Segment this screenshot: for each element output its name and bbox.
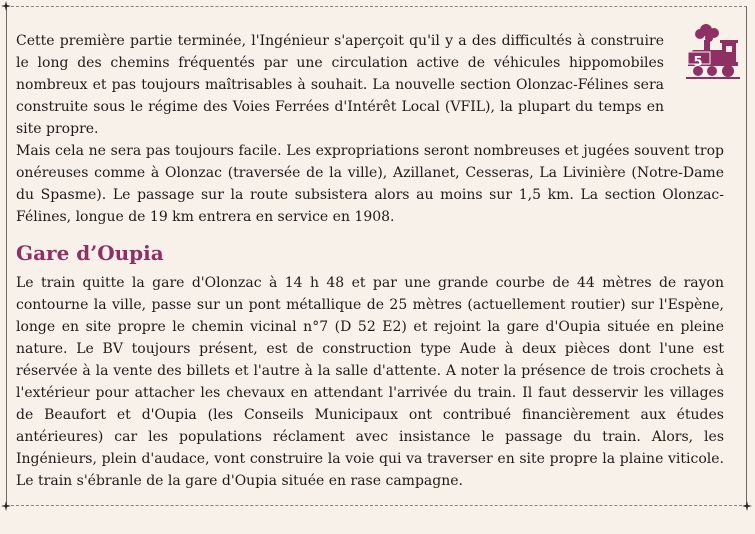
page-number: 5: [693, 55, 703, 70]
section-heading: Gare d’Oupia: [16, 241, 164, 265]
section-paragraph: Le train quitte la gare d'Olonzac à 14 h 48 et par une grande courbe de 44 mètres de rayon contourne la ville, passe sur un pont métallique de 25 mètres (actuellement routier) sur l'Espène, longe en site propre le chemin vicinal n°7 (D 52 E2) et rejoint la gare d'Oupia située en pleine nature. Le BV toujours présent, est de construction type Aude à deux pièces dont l'une est réservée à la vente des billets et l'autre à la salle d'attente. A noter la présence de trois crochets à l'extérieur pour attacher les chevaux en attendant l'arrivée du train. Il faut desservir les villages de Beaufort et d'Oupia (les Conseils Municipaux ont contribué financièrement aux études antérieures) car les populations réclament avec insistance le passage du train. Alors, les Ingénieurs, plein d'audace, vont construire la voie qui va traverser en site propre la plaine viticole. Le train s'ébranle de la gare d'Oupia située en rase campagne.: [16, 275, 724, 489]
corner-star-icon: [742, 501, 752, 511]
corner-star-icon: [1, 1, 11, 11]
intro-paragraph-1: Cette première partie terminée, l'Ingénieur s'aperçoit qu'il y a des difficultés à construire le long des chemins fréquentés par une circulation active de véhicules hippomobiles nombreux et pas toujours maîtrisables à souhait. La nouvelle section Olonzac-Félines sera construite sous le régime des Voies Ferrées d'Intérêt Local (VFIL), la plupart du temps en site propre.: [16, 33, 664, 137]
corner-star-icon: [1, 501, 11, 511]
intro-paragraph-2: Mais cela ne sera pas toujours facile. Les expropriations seront nombreuses et jugées souvent trop onéreuses comme à Olonzac (traversée de la ville), Azillanet, Cesseras, La Livinière (Notre-Dame du Spasme). Le passage sur la route subsistera alors au moins sur 1,5 km. La section Olonzac-Félines, longue de 19 km entrera en service en 1908.: [16, 143, 724, 225]
page-content: [16, 30, 724, 492]
